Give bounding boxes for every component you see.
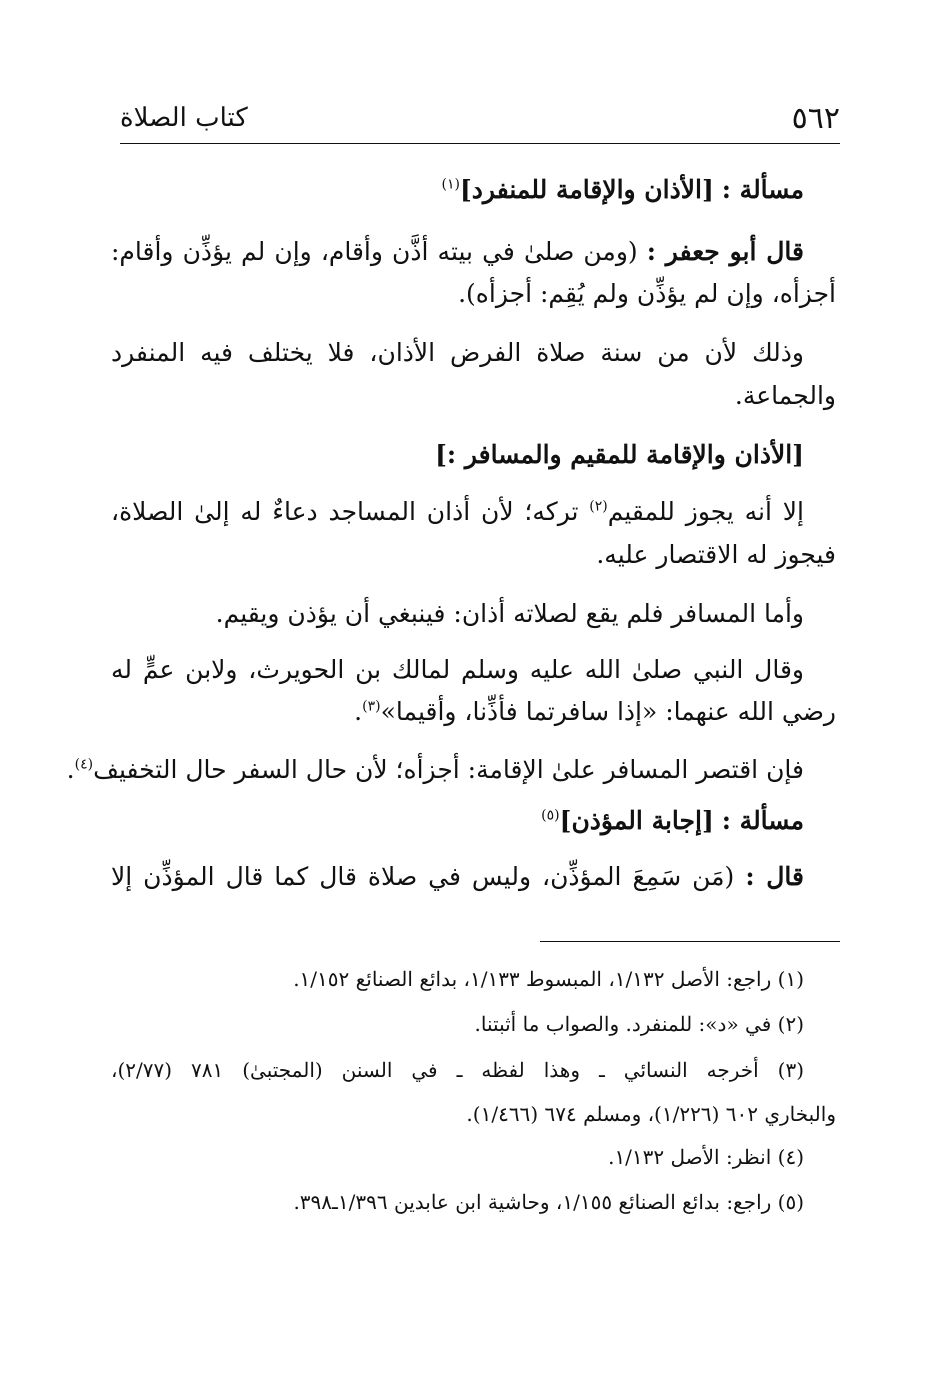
text-line: وقال النبي صلىٰ الله عليه وسلم لمالك بن الحويرث، ولابن عمٍّ له [111,655,804,684]
footnote-ref-3: (٣) [362,698,381,715]
issue-label: مسألة : [721,806,804,835]
footnote-4: (٤) انظر: الأصل ١/١٣٢. [608,1145,804,1169]
text-line: والجماعة. [734,381,836,410]
section-heading-answering-muezzin [111,801,804,841]
quote-text: (ومن صلىٰ في بيته أذَّن وأقام، وإن لم يؤذِّن وأقام: [111,237,638,266]
section-heading-solo-call [111,170,804,210]
text-line: وأما المسافر فلم يقع لصلاته أذان: فينبغي أن يؤذن ويقيم. [215,599,804,628]
text-line: قال : (مَن سَمِعَ المؤذِّن، وليس في صلاة قال كما قال المؤذِّن إلا [111,862,805,891]
footnote-ref-2: (٢) [589,498,608,515]
text-line: أجزأه، وإن لم يؤذِّن ولم يُقِم: أجزأه). [458,279,836,308]
page-number: ٥٦٢ [791,101,840,136]
text-line: فيجوز له الاقتصار عليه. [596,540,836,569]
text-line [111,232,804,272]
issue-title: [الأذان والإقامة للمنفرد] [459,175,714,204]
footnote-ref-5: (٥) [541,807,560,824]
footnote-2: (٢) في «د»: للمنفرد. والصواب ما أثبتنا. [474,1012,804,1036]
footnote-1: (١) راجع: الأصل ١/١٣٢، المبسوط ١/١٣٣، بدائع الصنائع ١/١٥٢. [293,967,804,991]
text-line: رضي الله عنهما: «إذا سافرتما فأذِّنا، وأقيما»$^{(٣)}$. [354,697,836,726]
footnote-3-cont: والبخاري ٦٠٢ (١/٢٢٦)، ومسلم ٦٧٤ (١/٤٦٦). [466,1102,836,1126]
text-line: وذلك لأن من سنة صلاة الفرض الأذان، فلا يختلف فيه المنفرد [111,338,804,367]
footnote-separator [540,941,840,942]
issue-label: مسألة : [721,175,804,204]
footnote-ref-1: (١) [441,176,460,193]
text-line: فإن اقتصر المسافر علىٰ الإقامة: أجزأه؛ لأن حال السفر حال التخفيف$^{(٤)}$. [66,755,804,784]
page-header [120,95,840,144]
issue-title: [إجابة المؤذن] [559,806,714,835]
book-title: كتاب الصلاة [120,103,248,133]
speaker-label: قال أبو جعفر : [646,237,804,266]
text-line: إلا أنه يجوز للمقيم$^{(٢)}$ تركه؛ لأن أذان المساجد دعاءٌ له إلىٰ الصلاة، [111,497,804,526]
footnote-3: (٣) أخرجه النسائي ـ وهذا لفظه ـ في السنن (المجتبىٰ) ٧٨١ (٢/٧٧)، [111,1058,804,1082]
footnote-5: (٥) راجع: بدائع الصنائع ١/١٥٥، وحاشية ابن عابدين ١/٣٩٦ـ٣٩٨. [293,1190,804,1214]
speaker-label: قال : [745,862,805,891]
section-heading-resident-traveler: [الأذان والإقامة للمقيم والمسافر :] [435,440,804,469]
footnote-ref-4: (٤) [74,756,94,773]
